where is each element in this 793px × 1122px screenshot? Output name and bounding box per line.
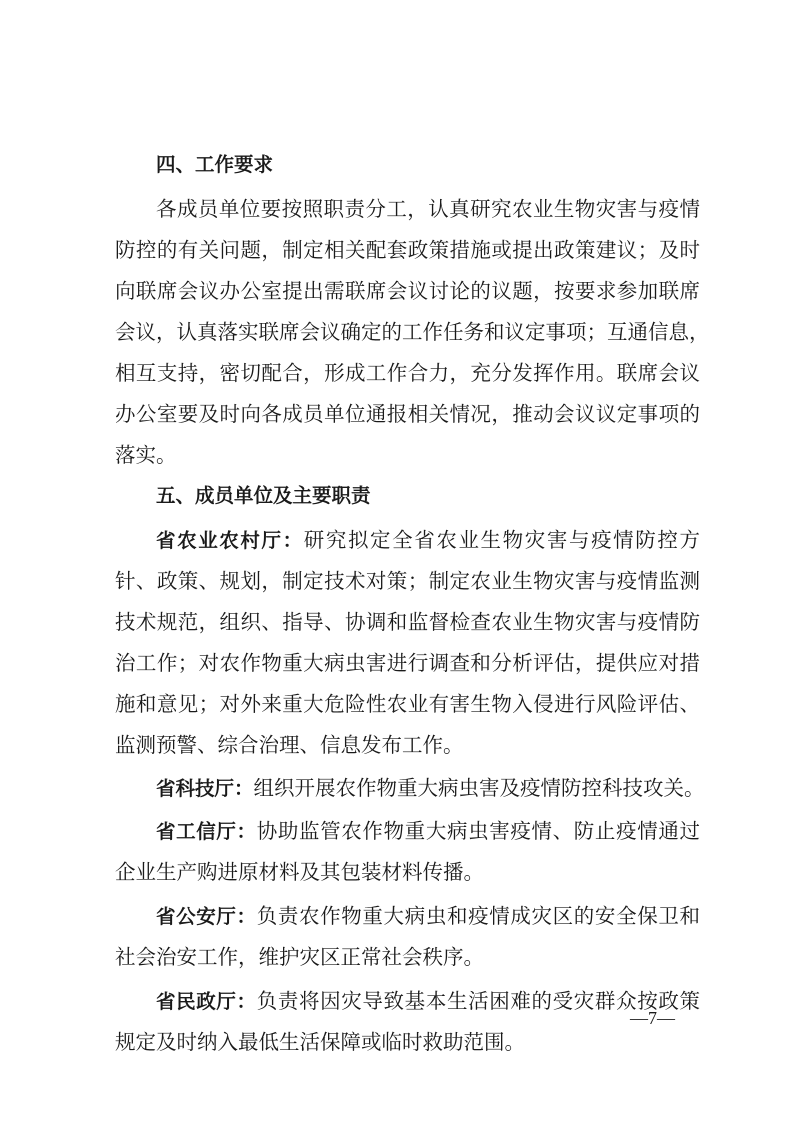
security-first-line <box>156 896 700 936</box>
industry-dept-name: 省工信厅： <box>156 820 257 843</box>
agriculture-dept-name: 省农业农村厅： <box>156 529 304 552</box>
section-5-heading: 五、成员单位及主要职责 <box>156 484 371 507</box>
paragraph-line: 针、政策、规划，制定技术对策；制定农业生物灾害与疫情监测 <box>115 569 700 593</box>
paragraph-line: 防控的有关问题，制定相关配套政策措施或提出政策建议；及时 <box>115 238 700 262</box>
paragraph-line: 各成员单位要按照职责分工，认真研究农业生物灾害与疫情 <box>156 197 700 221</box>
paragraph-line: 治工作；对农作物重大病虫害进行调查和分析评估，提供应对措 <box>115 651 700 675</box>
paragraph-line: 向联席会议办公室提出需联席会议讨论的议题，按要求参加联席 <box>115 279 700 303</box>
science-dept-name: 省科技厅： <box>156 777 254 800</box>
civil-dept-name: 省民政厅： <box>156 990 257 1013</box>
section-4-heading: 四、工作要求 <box>156 153 274 176</box>
industry-duty-text: 协助监管农作物重大病虫害疫情、防止疫情通过 <box>256 819 700 843</box>
civil-first-line <box>156 981 700 1021</box>
agriculture-duty-text: 研究拟定全省农业生物灾害与疫情防控方 <box>303 528 700 552</box>
page-number: —7— <box>630 1008 675 1028</box>
science-duty-text: 组织开展农作物重大病虫害及疫情防控科技攻关。 <box>253 776 705 800</box>
science-line <box>156 768 705 808</box>
paragraph-line: 技术规范，组织、指导、协调和监督检查农业生物灾害与疫情防 <box>115 610 700 634</box>
security-duty-text: 负责农作物重大病虫和疫情成灾区的安全保卫和 <box>256 904 700 928</box>
paragraph-line: 会议，认真落实联席会议确定的工作任务和议定事项；互通信息， <box>115 320 710 344</box>
paragraph-line: 办公室要及时向各成员单位通报相关情况，推动会议议定事项的 <box>115 402 700 426</box>
paragraph-line: 监测预警、综合治理、信息发布工作。 <box>115 733 464 757</box>
security-dept-name: 省公安厅： <box>156 905 257 928</box>
paragraph-line: 企业生产购进原材料及其包装材料传播。 <box>115 860 484 884</box>
paragraph-line: 施和意见；对外来重大危险性农业有害生物入侵进行风险评估、 <box>115 692 700 716</box>
paragraph-line: 规定及时纳入最低生活保障或临时救助范围。 <box>115 1030 525 1054</box>
civil-duty-text: 负责将因灾导致基本生活困难的受灾群众按政策 <box>256 989 700 1013</box>
industry-first-line <box>156 811 700 851</box>
paragraph-line: 落实。 <box>115 443 177 467</box>
paragraph-line: 社会治安工作，维护灾区正常社会秩序。 <box>115 945 484 969</box>
paragraph-line: 相互支持，密切配合，形成工作合力，充分发挥作用。联席会议 <box>115 361 700 385</box>
agriculture-first-line <box>156 520 700 560</box>
